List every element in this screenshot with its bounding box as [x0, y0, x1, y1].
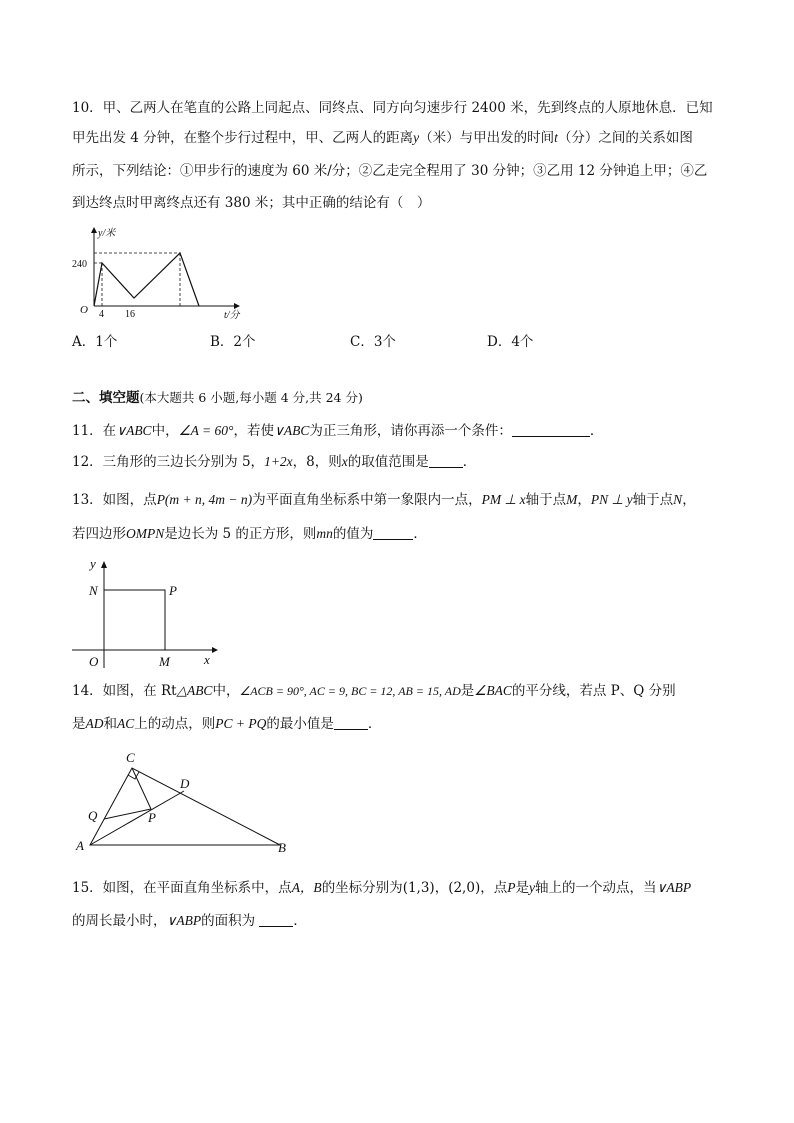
q13-answer-blank[interactable] [373, 525, 413, 540]
section-2-title: 二、填空题(本大题共 6 小题,每小题 4 分,共 24 分) [72, 390, 363, 406]
graph-y-tick: 240 [72, 259, 87, 270]
svg-text:N: N [89, 583, 98, 598]
q15-line-1: 15．如图，在平面直角坐标系中，点A，B的坐标分别为(1,3)，(2,0)，点P是y轴上的一个动点，当∨ABP [72, 880, 692, 896]
q10-graph [72, 225, 252, 320]
svg-text:Q: Q [88, 808, 98, 823]
q11-answer-blank[interactable] [512, 422, 590, 437]
svg-text:P: P [169, 583, 177, 598]
graph-x-tick-16: 16 [125, 309, 135, 320]
choice-d[interactable]: D．4个 [487, 334, 534, 350]
q10-line-2: 甲先出发 4 分钟，在整个步行过程中，甲、乙两人的距离y（米）与甲出发的时间t（分）之间的关系如图 [72, 130, 693, 146]
svg-text:C: C [126, 750, 135, 765]
choice-a[interactable]: A．1个 [72, 334, 118, 350]
q10-line-1: 10．甲、乙两人在笔直的公路上同起点、同终点、同方向匀速步行 2400 米，先到终点的人原地休息．已知 [72, 100, 713, 116]
q13-figure [70, 556, 230, 671]
svg-text:O: O [89, 654, 99, 669]
q15-line-2: 的周长最小时，∨ABP的面积为 ． [72, 913, 307, 929]
q11-text: 11．在∨ABC中，∠A = 60°，若使∨ABC为正三角形，请你再添一个条件： ． [72, 423, 604, 439]
q10-line-4: 到达终点时甲离终点还有 380 米；其中正确的结论有（ ） [72, 195, 431, 211]
q14-figure [72, 748, 292, 858]
square-ompn [104, 590, 165, 650]
svg-text:A: A [76, 838, 84, 853]
svg-text:y: y [90, 556, 96, 571]
q15-answer-blank[interactable] [259, 912, 293, 927]
q12-answer-blank[interactable] [429, 453, 463, 468]
svg-text:P: P [148, 810, 156, 825]
q14-line-1: 14．如图，在 Rt△ABC中，∠ACB = 90°, AC = 9, BC = 12, AB = 15, AD是∠BAC的平分线，若点 P、Q 分别 [72, 683, 676, 699]
bisector-ad [90, 791, 184, 845]
q12-text: 12．三角形的三边长分别为 5，1+2x，8，则x的取值范围是 ． [72, 454, 477, 470]
graph-distance-line [94, 253, 199, 306]
svg-text:D: D [180, 776, 190, 791]
graph-x-tick-4: 4 [99, 309, 104, 320]
q10-line-3: 所示，下列结论：①甲步行的速度为 60 米/分；②乙走完全程用了 30 分钟；③乙用 12 分钟追上甲；④乙 [72, 163, 708, 179]
q14-line-2: 是AD和AC上的动点，则PC + PQ的最小值是 ． [72, 716, 382, 732]
svg-text:M: M [159, 654, 170, 669]
q13-line-1: 13．如图，点P(m + n, 4m − n)为平面直角坐标系中第一象限内一点，PM ⊥ x轴于点M，PN ⊥ y轴于点N， [72, 492, 696, 508]
choice-c[interactable]: C．3个 [350, 334, 396, 350]
svg-text:x: x [204, 652, 210, 667]
graph-y-label: y/米 [98, 228, 116, 239]
q13-line-2: 若四边形OMPN是边长为 5 的正方形，则mn的值为 ． [72, 526, 427, 542]
graph-origin: O [80, 304, 88, 316]
choice-b[interactable]: B．2个 [210, 334, 256, 350]
svg-text:B: B [278, 840, 286, 855]
graph-x-label: t/分 [224, 310, 240, 321]
q14-answer-blank[interactable] [334, 715, 368, 730]
